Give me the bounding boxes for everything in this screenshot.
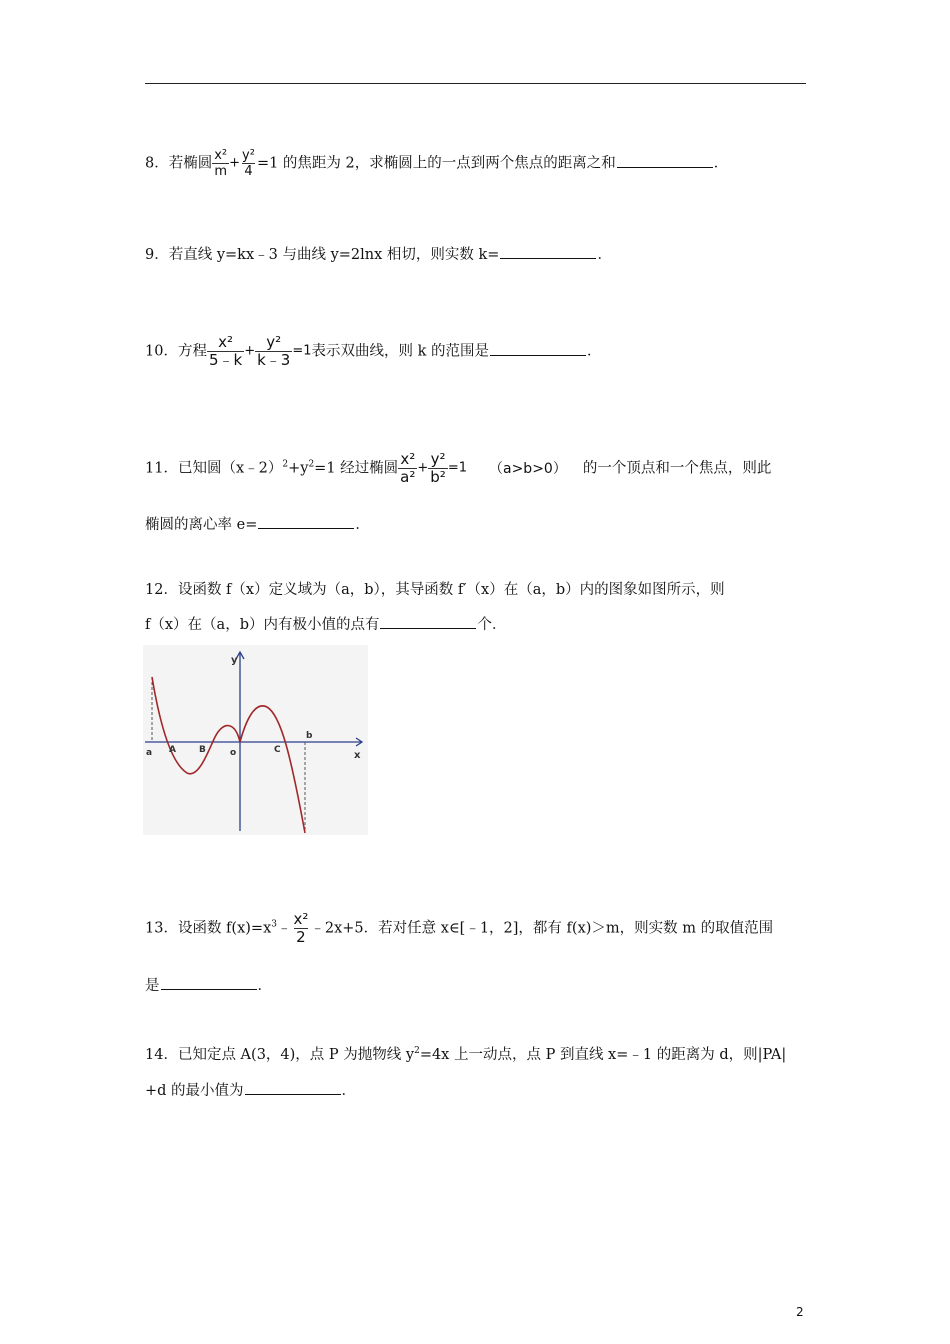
q10-text: 表示双曲线，则 k 的范围是 bbox=[311, 343, 490, 360]
q11-frac1-numerator: x² bbox=[400, 450, 416, 468]
point-label-C: C bbox=[274, 745, 281, 755]
question-14-line2 bbox=[145, 1080, 356, 1101]
q11-superscript-1: 2 bbox=[282, 459, 289, 470]
q11-text: 的一个顶点和一个焦点，则此 bbox=[582, 460, 772, 477]
q9-text: 9．若直线 y=kx﹣3 与曲线 y=2lnx 相切，则实数 k= bbox=[145, 247, 500, 263]
q14-prefix: 14．已知定点 A(3，4)，点 P 为抛物线 y bbox=[145, 1047, 415, 1063]
question-11-line2 bbox=[145, 514, 370, 535]
question-11 bbox=[145, 451, 771, 486]
q10-frac2-denominator: k﹣3 bbox=[257, 351, 291, 369]
q11-prefix: 11．已知圆（x﹣2） bbox=[145, 460, 283, 477]
answer-blank[interactable] bbox=[380, 614, 476, 629]
q13-minus: ﹣ bbox=[276, 920, 292, 937]
q10-frac2-numerator: y² bbox=[266, 333, 282, 351]
q10-period: ． bbox=[587, 343, 602, 360]
question-12-line2 bbox=[145, 614, 506, 635]
q11-fraction-1 bbox=[398, 451, 417, 486]
answer-blank[interactable] bbox=[258, 514, 354, 529]
derivative-graph-svg bbox=[143, 645, 368, 835]
q10-fraction-2 bbox=[255, 334, 292, 369]
q14-line2-text: +d 的最小值为 bbox=[145, 1083, 244, 1099]
q11-plus: + bbox=[417, 460, 429, 476]
q11-text-mid2: =1 经过椭圆 bbox=[314, 460, 399, 477]
question-9 bbox=[145, 244, 612, 265]
q11-frac2-denominator: b² bbox=[430, 468, 446, 486]
q8-frac2-numerator: y² bbox=[242, 148, 255, 163]
q14-period: ． bbox=[341, 1083, 357, 1099]
point-label-b: b bbox=[306, 731, 313, 741]
q8-frac2-denominator: 4 bbox=[244, 164, 253, 179]
q13-superscript: 3 bbox=[271, 919, 277, 930]
answer-blank[interactable] bbox=[490, 341, 586, 356]
q10-fraction-1 bbox=[207, 334, 244, 369]
q8-fraction-1 bbox=[212, 148, 229, 179]
q13-period: ． bbox=[257, 978, 272, 994]
q10-plus: + bbox=[244, 343, 256, 359]
q11-equals: =1 bbox=[447, 460, 467, 476]
q13-frac-numerator: x² bbox=[293, 910, 309, 928]
q13-fraction bbox=[291, 911, 310, 946]
q11-superscript-2: 2 bbox=[308, 459, 315, 470]
q12-line2-text: f（x）在（a，b）内有极小值的点有 bbox=[145, 617, 380, 633]
q8-fraction-2 bbox=[240, 148, 257, 179]
y-axis-label: y bbox=[231, 655, 238, 666]
x-axis-label: x bbox=[354, 750, 361, 761]
q8-text: =1 的焦距为 2，求椭圆上的一点到两个焦点的距离之和 bbox=[256, 155, 616, 172]
derivative-graph bbox=[143, 645, 368, 835]
q11-period: ． bbox=[355, 517, 370, 533]
q10-equals: =1 bbox=[292, 343, 312, 359]
q8-period: ． bbox=[713, 155, 729, 172]
q10-prefix: 10．方程 bbox=[145, 343, 207, 360]
question-13-line2 bbox=[145, 975, 272, 996]
q8-plus: + bbox=[229, 155, 241, 171]
point-label-A: A bbox=[169, 745, 176, 755]
question-12 bbox=[145, 580, 725, 600]
q11-line2-text: 椭圆的离心率 e= bbox=[145, 517, 258, 533]
q11-fraction-2 bbox=[428, 451, 448, 486]
point-label-a: a bbox=[146, 748, 153, 758]
answer-blank[interactable] bbox=[500, 244, 596, 259]
header-rule bbox=[145, 83, 806, 84]
q13-line2-text: 是 bbox=[145, 978, 160, 994]
answer-blank[interactable] bbox=[161, 975, 257, 990]
q8-frac1-numerator: x² bbox=[214, 148, 228, 163]
q12-end: 个． bbox=[477, 617, 507, 633]
question-13 bbox=[145, 911, 773, 946]
q13-prefix: 13．设函数 f(x)=x bbox=[145, 920, 272, 937]
origin-label: o bbox=[230, 748, 237, 758]
q13-frac-denominator: 2 bbox=[296, 928, 306, 946]
point-label-B: B bbox=[199, 745, 206, 755]
question-8 bbox=[145, 148, 728, 179]
derivative-curve bbox=[152, 677, 305, 833]
answer-blank[interactable] bbox=[617, 153, 713, 168]
question-10 bbox=[145, 334, 602, 369]
question-14 bbox=[145, 1045, 786, 1065]
q14-superscript: 2 bbox=[414, 1046, 420, 1057]
q10-frac1-denominator: 5﹣k bbox=[208, 351, 243, 369]
q9-period: ． bbox=[597, 247, 612, 263]
q11-text-mid: +y bbox=[288, 460, 309, 477]
q13-text: ﹣2x+5．若对任意 x∈[﹣1，2]，都有 f(x)＞m，则实数 m 的取值范围 bbox=[310, 920, 774, 937]
q10-frac1-numerator: x² bbox=[218, 333, 234, 351]
q8-frac1-denominator: m bbox=[214, 164, 228, 179]
answer-blank[interactable] bbox=[245, 1080, 341, 1095]
q11-frac2-numerator: y² bbox=[430, 450, 446, 468]
q11-frac1-denominator: a² bbox=[400, 468, 416, 486]
q12-line1-text: 12．设函数 f（x）定义域为（a，b），其导函数 f′（x）在（a，b）内的图象如图所示，则 bbox=[145, 582, 725, 598]
page-number: 2 bbox=[796, 1305, 804, 1319]
q11-condition: （a>b>0） bbox=[489, 460, 567, 477]
q8-prefix: 8．若椭圆 bbox=[145, 155, 213, 172]
q14-text: =4x 上一动点，点 P 到直线 x=﹣1 的距离为 d，则|PA| bbox=[419, 1047, 787, 1063]
